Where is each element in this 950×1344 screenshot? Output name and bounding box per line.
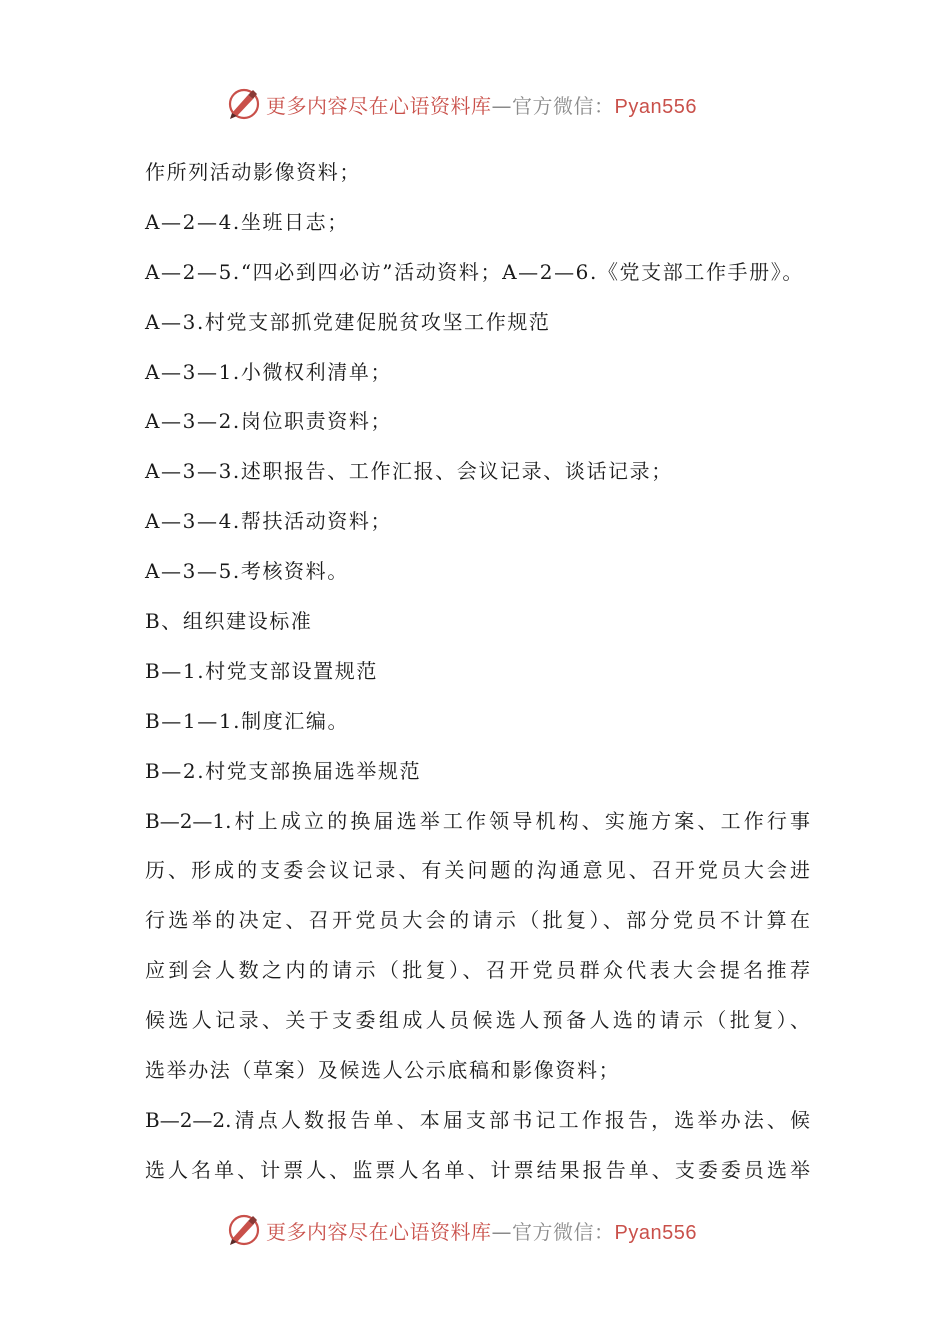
header-banner [226, 84, 746, 124]
section-heading: B—2.村党支部换届选举规范 [145, 758, 422, 783]
text-line: B—2—1.村上成立的换届选举工作领导机构、实施方案、工作行事 [145, 808, 810, 833]
text-line: 历、形成的支委会议记录、有关问题的沟通意见、召开党员大会进 [145, 858, 810, 883]
banner-wechat-label: 官方微信： [512, 1219, 615, 1244]
text-line: 应到会人数之内的请示（批复）、召开党员群众代表大会提名推荐 [145, 958, 810, 983]
text-line: 作所列活动影像资料； [145, 160, 361, 184]
section-heading: B、组织建设标准 [145, 609, 313, 634]
text-line: A—2—4.坐班日志； [145, 209, 349, 234]
banner-separator: — [491, 1219, 512, 1244]
text-line: 行选举的决定、召开党员大会的请示（批复）、部分党员不计算在 [145, 908, 810, 933]
banner-brand: 更多内容尽在心语资料库 [266, 93, 492, 118]
text-line: A—3—3.述职报告、工作汇报、会议记录、谈话记录； [145, 459, 673, 484]
footer-banner [226, 1210, 746, 1250]
text-line: B—2—2.清点人数报告单、本届支部书记工作报告，选举办法、候 [145, 1107, 810, 1132]
text-line: A—3—1.小微权利清单； [145, 359, 393, 384]
text-line: 选人名单、计票人、监票人名单、计票结果报告单、支委委员选举 [145, 1157, 810, 1182]
pen-logo-icon [226, 86, 262, 122]
text-line: A—3—5.考核资料。 [145, 559, 349, 584]
banner-wechat-id: Pyan556 [614, 1221, 697, 1244]
document-body [145, 148, 810, 1196]
banner-text [266, 90, 697, 119]
text-line: A—3—4.帮扶活动资料； [145, 509, 393, 534]
text-line: B—1—1.制度汇编。 [145, 708, 350, 733]
text-line: 候选人记录、关于支委组成人员候选人预备人选的请示（批复）、 [145, 1008, 810, 1033]
banner-text [266, 1216, 697, 1245]
pen-logo-icon [226, 1212, 262, 1248]
banner-wechat-id: Pyan556 [614, 95, 697, 118]
text-line: A—3—2.岗位职责资料； [145, 409, 393, 434]
text-line: A—2—5.“四必到四必访”活动资料；A—2—6.《党支部工作手册》。 [145, 259, 804, 284]
text-line: 选举办法（草案）及候选人公示底稿和影像资料； [145, 1058, 621, 1083]
banner-wechat-label: 官方微信： [512, 93, 615, 118]
section-heading: A—3.村党支部抓党建促脱贫攻坚工作规范 [145, 309, 551, 334]
banner-separator: — [491, 93, 512, 118]
section-heading: B—1.村党支部设置规范 [145, 658, 378, 683]
banner-brand: 更多内容尽在心语资料库 [266, 1219, 492, 1244]
